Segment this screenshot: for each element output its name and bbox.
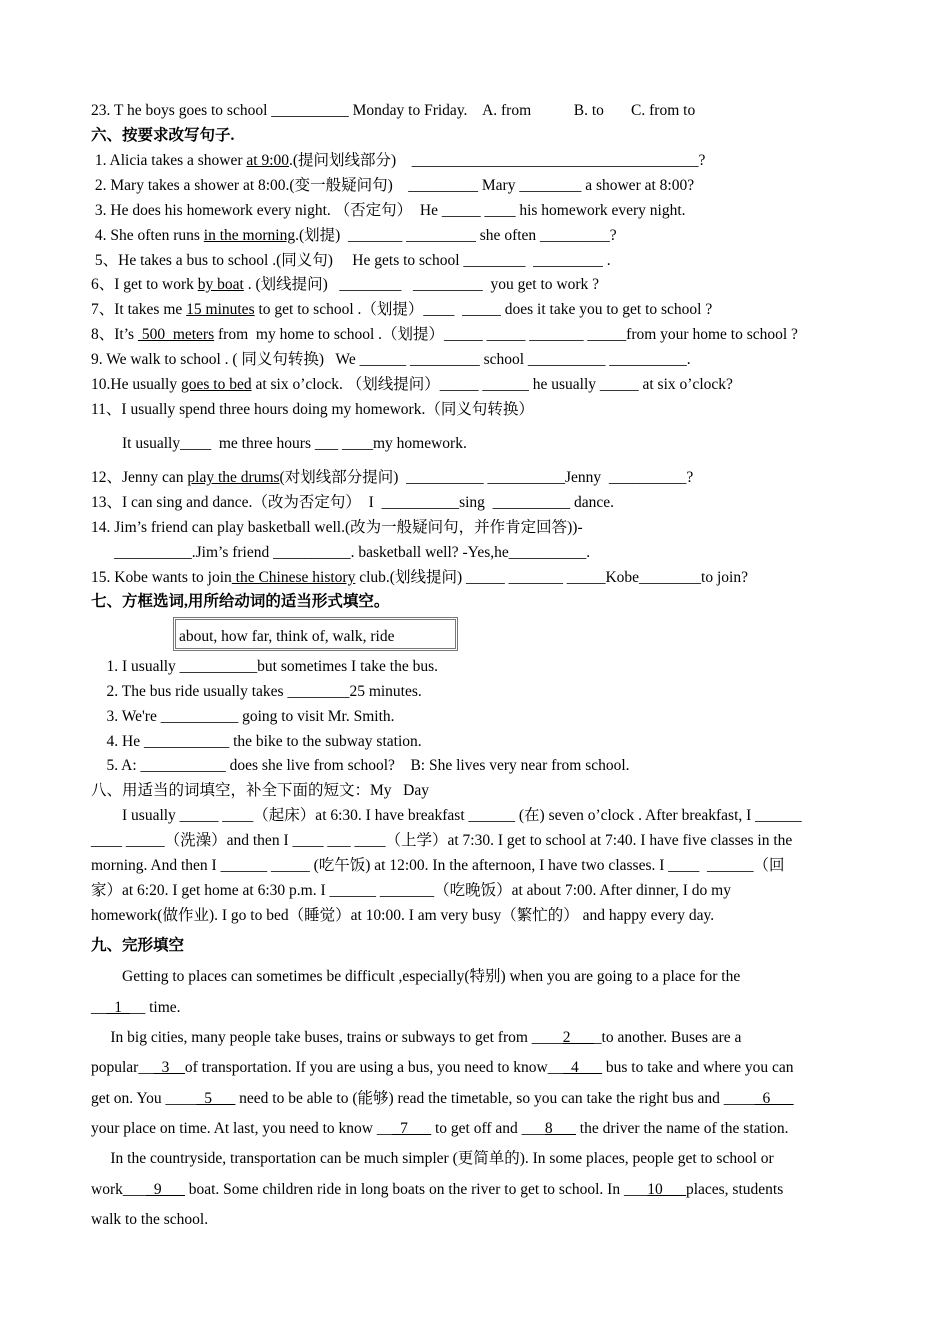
- section-6-title: 六、按要求改写句子.: [91, 127, 235, 144]
- section-8-title: 八、用适当的词填空，补全下面的短文：My Day: [91, 782, 429, 799]
- s6-item-5: 5、He takes a bus to school .(同义句) He gets to school ________ _________ .: [91, 252, 611, 269]
- s6-item-7: 7、It takes me 15 minutes to get to school .（划提）____ _____ does it take you to get to school ?: [91, 301, 713, 318]
- s8-line-2: ____ _____（洗澡）and then I ____ ___ ____（上学）at 7:30. I get to school at 7:40. I have five classes in the: [91, 832, 793, 849]
- s9-line-8: work____9___ boat. Some children ride in long boats on the river to get to school. In ___10___places, students: [91, 1181, 784, 1198]
- s7-item-2: 2. The bus ride usually takes ________25 minutes.: [91, 683, 422, 700]
- s6-item-12: 12、Jenny can play the drums(对划线部分提问) __________ __________Jenny __________?: [91, 469, 694, 486]
- s6-item-4: 4. She often runs in the morning.(划提) _______ _________ she often _________?: [91, 227, 617, 244]
- s8-line-1: I usually _____ ____（起床）at 6:30. I have breakfast ______ (在) seven o’clock . After breakfast, I ______: [91, 807, 802, 824]
- s9-line-1: Getting to places can sometimes be difficult ,especially(特别) when you are going to a place for the: [91, 968, 741, 985]
- s7-item-1: 1. I usually __________but sometimes I take the bus.: [91, 658, 438, 675]
- s7-item-5: 5. A: ___________ does she live from school? B: She lives very near from school.: [91, 757, 630, 774]
- s6-item-15: 15. Kobe wants to join the Chinese history club.(划线提问) _____ _______ _____Kobe________to join?: [91, 569, 748, 586]
- s9-line-6: your place on time. At last, you need to know ___7___ to get off and ___8___ the driver the name of the station.: [91, 1120, 789, 1137]
- s6-item-6: 6、I get to work by boat . (划线提问) ________ _________ you get to work ?: [91, 276, 600, 293]
- s6-item-3: 3. He does his homework every night. （否定句） He _____ ____ his homework every night.: [91, 202, 686, 219]
- question-23: 23. T he boys goes to school __________ Monday to Friday. A. from B. to C. from to: [91, 102, 696, 119]
- s8-line-5: homework(做作业). I go to bed（睡觉）at 10:00. I am very busy（繁忙的） and happy every day.: [91, 907, 715, 924]
- s9-line-4: popular___3__of transportation. If you are using a bus, you need to know___4___ bus to take and where you can: [91, 1059, 794, 1076]
- s9-line-2: ___1___ time.: [91, 999, 181, 1016]
- word-bank-box: about, how far, think of, walk, ride: [173, 617, 458, 651]
- s6-item-8: 8、It’s 500 meters from my home to school .（划提）_____ _____ _______ _____from your home to school ?: [91, 326, 798, 343]
- s6-item-9: 9. We walk to school . ( 同义句转换) We ______ _________ school __________ __________.: [91, 351, 691, 368]
- s6-item-10: 10.He usually goes to bed at six o’clock. （划线提问）_____ ______ he usually _____ at six o’clock?: [91, 376, 733, 393]
- s9-line-5: get on. You _____5___ need to be able to (能够) read the timetable, so you can take the right bus and _____6___: [91, 1090, 794, 1107]
- s6-item-13: 13、I can sing and dance.（改为否定句） I __________sing __________ dance.: [91, 494, 615, 511]
- s6-item-14: 14. Jim’s friend can play basketball well.(改为一般疑问句，并作肯定回答))-: [91, 519, 583, 536]
- s9-line-9: walk to the school.: [91, 1211, 209, 1228]
- s6-item-11-answer: It usually____ me three hours ___ ____my homework.: [91, 435, 467, 452]
- s6-item-2: 2. Mary takes a shower at 8:00.(变一般疑问句) _________ Mary ________ a shower at 8:00?: [91, 177, 695, 194]
- s9-line-7: In the countryside, transportation can be much simpler (更简单的). In some places, people get to school or: [91, 1150, 774, 1167]
- s6-item-1: 1. Alicia takes a shower at 9:00.(提问划线部分) _____________________________________?: [91, 152, 706, 169]
- s8-line-4: 家）at 6:20. I get home at 6:30 p.m. I ______ _______（吃晚饭）at about 7:00. After dinner, I do my: [91, 882, 731, 899]
- section-9-title: 九、完形填空: [91, 937, 185, 954]
- s6-item-14-answer: __________.Jim’s friend __________. basketball well? -Yes,he__________.: [91, 544, 591, 561]
- s6-item-11: 11、I usually spend three hours doing my homework.（同义句转换）: [91, 401, 534, 418]
- s8-line-3: morning. And then I ______ _____ (吃午饭) at 12:00. In the afternoon, I have two classes. I ____ ______（回: [91, 857, 785, 874]
- s7-item-4: 4. He ___________ the bike to the subway station.: [91, 733, 422, 750]
- s9-line-3: In big cities, many people take buses, trains or subways to get from ____2____to another. Buses are a: [91, 1029, 742, 1046]
- s7-item-3: 3. We're __________ going to visit Mr. Smith.: [91, 708, 395, 725]
- section-7-title: 七、方框选词,用所给动词的适当形式填空。: [91, 593, 390, 610]
